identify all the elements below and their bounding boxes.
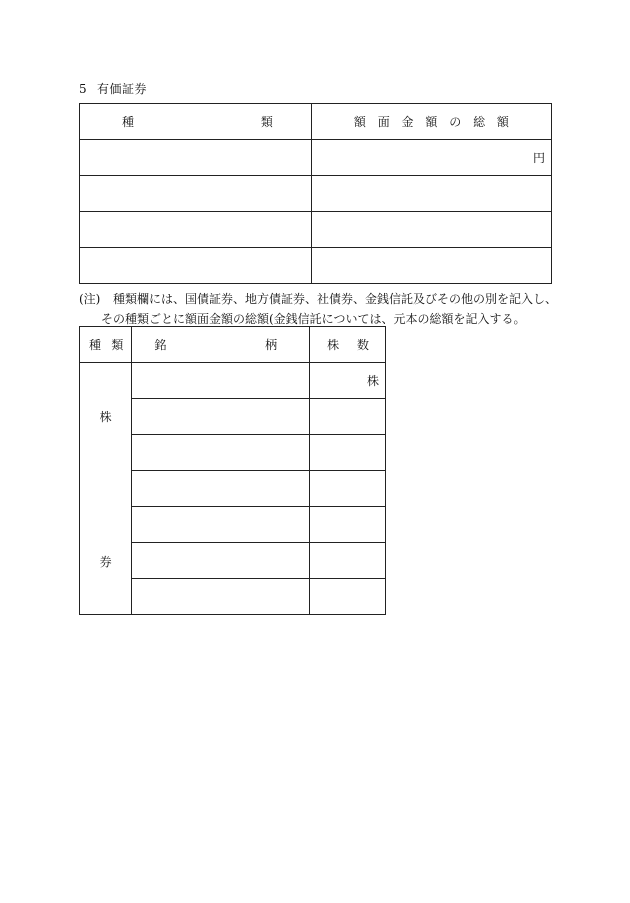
header-brand-char: 銘 <box>154 338 167 352</box>
amount-input-cell[interactable] <box>311 140 551 176</box>
shares-input-cell[interactable] <box>310 471 386 507</box>
header-shares-char: 数 <box>356 338 369 352</box>
header-type-cell <box>80 104 312 140</box>
table-header-row <box>80 327 386 363</box>
type-input-cell[interactable] <box>80 212 312 248</box>
header-shares-char: 株 <box>327 338 340 352</box>
note-text-1: 種類欄には、国債証券、地方債証券、社債券、金銭信託及びその他の別を記入し、 <box>113 292 558 306</box>
brand-input-cell[interactable] <box>132 471 310 507</box>
table-row <box>80 248 552 284</box>
header-type-char: 種 <box>122 115 135 129</box>
amount-input-cell[interactable] <box>311 212 551 248</box>
header-amount-char: 額 <box>425 115 438 129</box>
header-amount-char: 金 <box>401 115 414 129</box>
header-amount-char: の <box>449 115 462 129</box>
note-block <box>79 289 599 329</box>
shares-unit: 株 <box>366 374 379 388</box>
type-input-cell[interactable] <box>80 140 312 176</box>
brand-input-cell[interactable] <box>132 579 310 615</box>
note-label: (注) <box>79 292 101 306</box>
shares-input-cell[interactable] <box>310 399 386 435</box>
section-title: 有価証券 <box>97 82 148 96</box>
table-row <box>80 140 552 176</box>
section-number: 5 <box>79 82 88 96</box>
shares-input-cell[interactable] <box>310 543 386 579</box>
header-type-char: 類 <box>111 338 124 352</box>
brand-input-cell[interactable] <box>132 435 310 471</box>
shares-input-cell[interactable] <box>310 579 386 615</box>
note-line-1 <box>79 289 599 309</box>
stock-label-top: 株 <box>99 410 112 424</box>
header-type-char: 種 <box>89 338 102 352</box>
header-brand-cell <box>132 327 310 363</box>
header-amount-cell <box>311 104 551 140</box>
type-input-cell[interactable] <box>80 176 312 212</box>
yen-unit: 円 <box>532 151 545 165</box>
header-amount-char: 面 <box>377 115 390 129</box>
brand-input-cell[interactable] <box>132 363 310 399</box>
brand-input-cell[interactable] <box>132 399 310 435</box>
shares-input-cell[interactable] <box>310 363 386 399</box>
section-heading <box>79 80 147 97</box>
header-amount-char: 額 <box>353 115 366 129</box>
shares-input-cell[interactable] <box>310 507 386 543</box>
stock-type-label-cell <box>80 363 132 615</box>
header-brand-char: 柄 <box>265 338 278 352</box>
table-row <box>80 363 386 399</box>
brand-input-cell[interactable] <box>132 507 310 543</box>
shares-input-cell[interactable] <box>310 435 386 471</box>
header-amount-char: 額 <box>496 115 509 129</box>
note-line-2: その種類ごとに額面金額の総額(金銭信託については、元本の総額を記入する。 <box>101 312 526 326</box>
table-row <box>80 212 552 248</box>
securities-amount-table <box>79 103 552 284</box>
stock-table <box>79 326 386 615</box>
header-type-char: 類 <box>260 115 273 129</box>
table-header-row <box>80 104 552 140</box>
type-input-cell[interactable] <box>80 248 312 284</box>
table-row <box>80 176 552 212</box>
amount-input-cell[interactable] <box>311 248 551 284</box>
header-type-cell <box>80 327 132 363</box>
header-shares-cell <box>310 327 386 363</box>
stock-label-bottom: 券 <box>99 555 112 569</box>
header-amount-char: 総 <box>473 115 486 129</box>
brand-input-cell[interactable] <box>132 543 310 579</box>
amount-input-cell[interactable] <box>311 176 551 212</box>
